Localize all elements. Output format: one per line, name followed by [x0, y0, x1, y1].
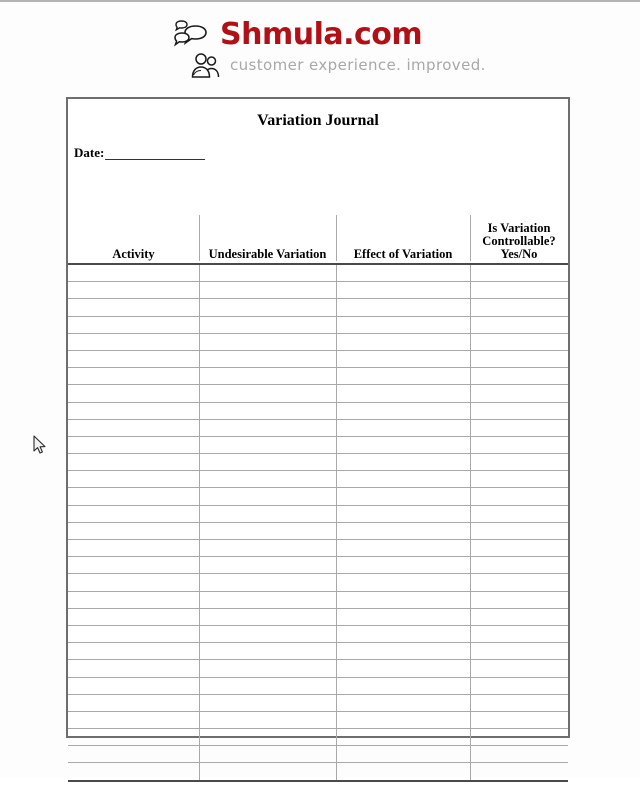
table-cell[interactable]	[199, 660, 336, 677]
table-cell[interactable]	[470, 282, 568, 299]
table-cell[interactable]	[68, 385, 199, 402]
table-cell[interactable]	[336, 522, 470, 539]
table-cell[interactable]	[68, 350, 199, 367]
column-header-undesirable-variation: Undesirable Variation	[208, 247, 327, 261]
table-cell[interactable]	[199, 282, 336, 299]
table-cell[interactable]	[68, 694, 199, 711]
table-cell[interactable]	[68, 608, 199, 625]
variation-journal-table	[68, 215, 568, 804]
table-cell[interactable]	[68, 625, 199, 642]
table-cell[interactable]	[336, 591, 470, 608]
table-cell[interactable]	[336, 625, 470, 642]
table-cell[interactable]	[68, 333, 199, 350]
table-cell[interactable]	[68, 591, 199, 608]
brand-tagline: customer experience. improved.	[230, 56, 486, 74]
table-header-row	[68, 215, 568, 264]
table-cell[interactable]	[336, 729, 470, 746]
table-cell[interactable]	[336, 264, 470, 282]
table-cell[interactable]	[68, 643, 199, 660]
table-cell[interactable]	[470, 436, 568, 453]
table-row[interactable]	[68, 557, 568, 574]
table-row[interactable]	[68, 643, 568, 660]
table-cell[interactable]	[470, 660, 568, 677]
table-row[interactable]	[68, 264, 568, 282]
logo-primary-row	[172, 18, 422, 52]
table-cell[interactable]	[68, 299, 199, 316]
table-cell[interactable]	[470, 574, 568, 591]
table-cell[interactable]	[199, 591, 336, 608]
table-cell[interactable]	[336, 763, 470, 781]
table-cell[interactable]	[199, 729, 336, 746]
table-row[interactable]	[68, 316, 568, 333]
table-row[interactable]	[68, 591, 568, 608]
logo-tagline-row	[190, 50, 486, 80]
table-cell[interactable]	[470, 419, 568, 436]
table-header	[68, 215, 568, 264]
table-cell[interactable]	[470, 729, 568, 746]
table-row[interactable]	[68, 419, 568, 436]
table-footer-cell[interactable]	[68, 781, 568, 804]
table-row[interactable]	[68, 625, 568, 642]
table-cell[interactable]	[68, 763, 199, 781]
table-cell[interactable]	[336, 643, 470, 660]
table-cell[interactable]	[470, 677, 568, 694]
table-row[interactable]	[68, 368, 568, 385]
table-row[interactable]	[68, 574, 568, 591]
table-cell[interactable]	[199, 574, 336, 591]
table-row[interactable]	[68, 282, 568, 299]
table-cell[interactable]	[199, 385, 336, 402]
table-cell[interactable]	[336, 540, 470, 557]
table-cell[interactable]	[68, 746, 199, 763]
table-row[interactable]	[68, 677, 568, 694]
table-cell[interactable]	[470, 471, 568, 488]
table-cell[interactable]	[336, 282, 470, 299]
table-cell[interactable]	[336, 557, 470, 574]
table-cell[interactable]	[68, 419, 199, 436]
table-cell[interactable]	[470, 402, 568, 419]
table-cell[interactable]	[470, 385, 568, 402]
table-cell[interactable]	[68, 282, 199, 299]
table-cell[interactable]	[336, 299, 470, 316]
table-cell[interactable]	[470, 711, 568, 728]
header-line-2: Controllable?	[482, 234, 556, 248]
table-row[interactable]	[68, 608, 568, 625]
table-cell[interactable]	[470, 763, 568, 781]
mouse-pointer-icon	[33, 435, 47, 455]
table-row[interactable]	[68, 471, 568, 488]
table-cell[interactable]	[68, 711, 199, 728]
table-cell[interactable]	[336, 385, 470, 402]
table-cell[interactable]	[470, 540, 568, 557]
table-cell[interactable]	[199, 625, 336, 642]
table-cell[interactable]	[336, 402, 470, 419]
table-cell[interactable]	[336, 660, 470, 677]
table-cell[interactable]	[336, 694, 470, 711]
table-cell[interactable]	[199, 711, 336, 728]
table-cell[interactable]	[199, 454, 336, 471]
table-cell[interactable]	[470, 299, 568, 316]
table-row[interactable]	[68, 505, 568, 522]
table-body	[68, 264, 568, 804]
table-cell[interactable]	[199, 557, 336, 574]
table-cell[interactable]	[199, 608, 336, 625]
table-row[interactable]	[68, 540, 568, 557]
table-cell[interactable]	[470, 454, 568, 471]
table-row[interactable]	[68, 436, 568, 453]
table-cell[interactable]	[199, 746, 336, 763]
table-cell[interactable]	[336, 316, 470, 333]
table-row[interactable]	[68, 660, 568, 677]
variation-journal-sheet	[66, 97, 570, 738]
table-cell[interactable]	[68, 316, 199, 333]
table-cell[interactable]	[336, 608, 470, 625]
table-cell[interactable]	[68, 540, 199, 557]
table-cell[interactable]	[68, 505, 199, 522]
header-line-1: Is Variation	[487, 221, 551, 235]
table-cell[interactable]	[199, 299, 336, 316]
table-cell[interactable]	[199, 436, 336, 453]
table-row[interactable]	[68, 746, 568, 763]
table-cell[interactable]	[336, 368, 470, 385]
table-cell[interactable]	[199, 763, 336, 781]
table-cell[interactable]	[336, 350, 470, 367]
table-cell[interactable]	[470, 368, 568, 385]
table-row[interactable]	[68, 385, 568, 402]
column-header-activity: Activity	[112, 247, 155, 261]
table-cell[interactable]	[336, 419, 470, 436]
table-row[interactable]	[68, 333, 568, 350]
column-header-effect-of-variation: Effect of Variation	[353, 247, 453, 261]
table-row[interactable]	[68, 711, 568, 728]
two-people-icon	[190, 52, 224, 78]
table-cell[interactable]	[68, 471, 199, 488]
page-title: Variation Journal	[257, 112, 379, 129]
table-cell[interactable]	[470, 591, 568, 608]
table-cell[interactable]	[470, 643, 568, 660]
speech-bubbles-icon	[172, 20, 218, 50]
table-cell[interactable]	[68, 488, 199, 505]
table-cell[interactable]	[470, 608, 568, 625]
table-row[interactable]	[68, 694, 568, 711]
table-cell[interactable]	[470, 333, 568, 350]
table-cell[interactable]	[470, 350, 568, 367]
column-header-is-variation-controllable	[470, 215, 568, 264]
table-cell[interactable]	[470, 505, 568, 522]
table-cell[interactable]	[199, 350, 336, 367]
table-cell[interactable]	[199, 677, 336, 694]
table-cell[interactable]	[199, 522, 336, 539]
table-cell[interactable]	[68, 677, 199, 694]
table-row[interactable]	[68, 488, 568, 505]
table-cell[interactable]	[470, 694, 568, 711]
table-cell[interactable]	[199, 264, 336, 282]
table-cell[interactable]	[336, 333, 470, 350]
table-row[interactable]	[68, 402, 568, 419]
table-cell[interactable]	[470, 746, 568, 763]
table-cell[interactable]	[199, 694, 336, 711]
table-cell[interactable]	[199, 540, 336, 557]
journal-grid	[68, 99, 568, 736]
table-cell[interactable]	[68, 557, 199, 574]
table-cell[interactable]	[336, 505, 470, 522]
table-cell[interactable]	[470, 316, 568, 333]
page-top-rule	[0, 0, 640, 2]
table-cell[interactable]	[68, 454, 199, 471]
table-cell[interactable]	[336, 574, 470, 591]
table-cell[interactable]	[470, 625, 568, 642]
table-cell[interactable]	[68, 522, 199, 539]
table-cell[interactable]	[470, 264, 568, 282]
table-cell[interactable]	[336, 436, 470, 453]
table-row[interactable]	[68, 729, 568, 746]
table-cell[interactable]	[68, 574, 199, 591]
table-cell[interactable]	[68, 368, 199, 385]
table-cell[interactable]	[199, 316, 336, 333]
table-cell[interactable]	[199, 333, 336, 350]
table-cell[interactable]	[68, 402, 199, 419]
table-cell[interactable]	[68, 729, 199, 746]
table-cell[interactable]	[68, 436, 199, 453]
table-cell[interactable]	[199, 643, 336, 660]
header-line-3: Yes/No	[500, 247, 538, 261]
table-cell[interactable]	[199, 368, 336, 385]
table-cell[interactable]	[199, 505, 336, 522]
table-cell[interactable]	[336, 488, 470, 505]
table-cell[interactable]	[199, 471, 336, 488]
table-cell[interactable]	[68, 660, 199, 677]
table-cell[interactable]	[199, 488, 336, 505]
table-cell[interactable]	[68, 264, 199, 282]
table-row[interactable]	[68, 763, 568, 781]
table-cell[interactable]	[199, 402, 336, 419]
table-row[interactable]	[68, 350, 568, 367]
table-cell[interactable]	[470, 522, 568, 539]
table-cell[interactable]	[199, 419, 336, 436]
table-cell[interactable]	[470, 557, 568, 574]
table-cell[interactable]	[336, 677, 470, 694]
table-cell[interactable]	[336, 746, 470, 763]
table-row[interactable]	[68, 454, 568, 471]
date-label: Date:	[74, 145, 105, 160]
brand-name: Shmula.com	[220, 17, 423, 52]
table-cell[interactable]	[470, 488, 568, 505]
table-row[interactable]	[68, 299, 568, 316]
table-cell[interactable]	[336, 454, 470, 471]
table-cell[interactable]	[336, 711, 470, 728]
site-logo	[0, 18, 640, 86]
table-cell[interactable]	[336, 471, 470, 488]
table-footer-row[interactable]	[68, 781, 568, 804]
table-row[interactable]	[68, 522, 568, 539]
